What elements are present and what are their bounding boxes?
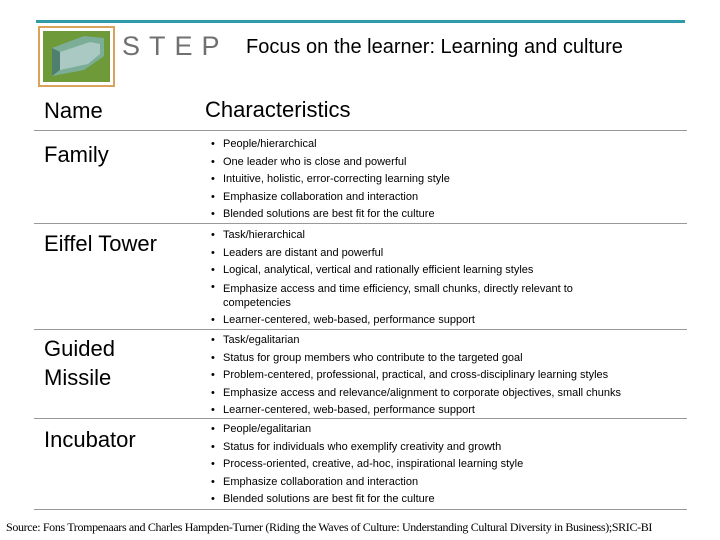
list-item: • Task/egalitarian (211, 332, 681, 350)
characteristics-list-guided-missile (211, 332, 681, 420)
list-item: • Intuitive, holistic, error-correcting learning style (211, 171, 681, 189)
source-citation: Source: Fons Trompenaars and Charles Hampden-Turner (Riding the Waves of Culture: Understanding Cultural Diversity in Business);SRIC-BI (6, 520, 653, 534)
list-item: • Emphasize access and time efficiency, small chunks, directly relevant to competencies (211, 280, 623, 312)
row-name-line: Missile (44, 365, 112, 390)
table-divider (34, 329, 687, 330)
list-item: • People/egalitarian (211, 421, 681, 439)
page-title: Focus on the learner: Learning and culture (246, 36, 623, 58)
table-divider (34, 130, 687, 131)
list-item: • Learner-centered, web-based, performance support (211, 312, 681, 330)
row-name-family: Family (44, 142, 109, 167)
list-item: • Emphasize access and relevance/alignment to corporate objectives, small chunks (211, 385, 681, 403)
header-accent-line (36, 20, 685, 23)
characteristics-list-family (211, 136, 681, 224)
characteristics-list-eiffel-tower (211, 227, 681, 329)
list-item: • Learner-centered, web-based, performance support (211, 402, 681, 420)
list-item: • Emphasize collaboration and interaction (211, 474, 681, 492)
characteristics-list-incubator (211, 421, 681, 509)
list-item: • Status for individuals who exemplify creativity and growth (211, 439, 681, 457)
row-name-guided-missile (44, 334, 115, 392)
column-header-name: Name (44, 98, 103, 123)
row-name-line: Guided (44, 336, 115, 361)
list-item: • Leaders are distant and powerful (211, 245, 681, 263)
list-item: • People/hierarchical (211, 136, 681, 154)
list-item: • Status for group members who contribute to the targeted goal (211, 350, 681, 368)
row-name-incubator: Incubator (44, 427, 136, 452)
brand-name: STEP (122, 31, 229, 61)
row-name-eiffel-tower: Eiffel Tower (44, 231, 157, 256)
column-header-characteristics: Characteristics (205, 97, 351, 122)
step-logo-icon (38, 26, 115, 87)
list-item: • Logical, analytical, vertical and rationally efficient learning styles (211, 262, 681, 280)
list-item: • Blended solutions are best fit for the culture (211, 491, 681, 509)
list-item: • Task/hierarchical (211, 227, 681, 245)
list-item: • One leader who is close and powerful (211, 154, 681, 172)
list-item: • Problem-centered, professional, practical, and cross-disciplinary learning styles (211, 367, 681, 385)
table-divider (34, 509, 687, 510)
list-item: • Process-oriented, creative, ad-hoc, inspirational learning style (211, 456, 681, 474)
list-item: • Blended solutions are best fit for the culture (211, 206, 681, 224)
list-item: • Emphasize collaboration and interaction (211, 189, 681, 207)
